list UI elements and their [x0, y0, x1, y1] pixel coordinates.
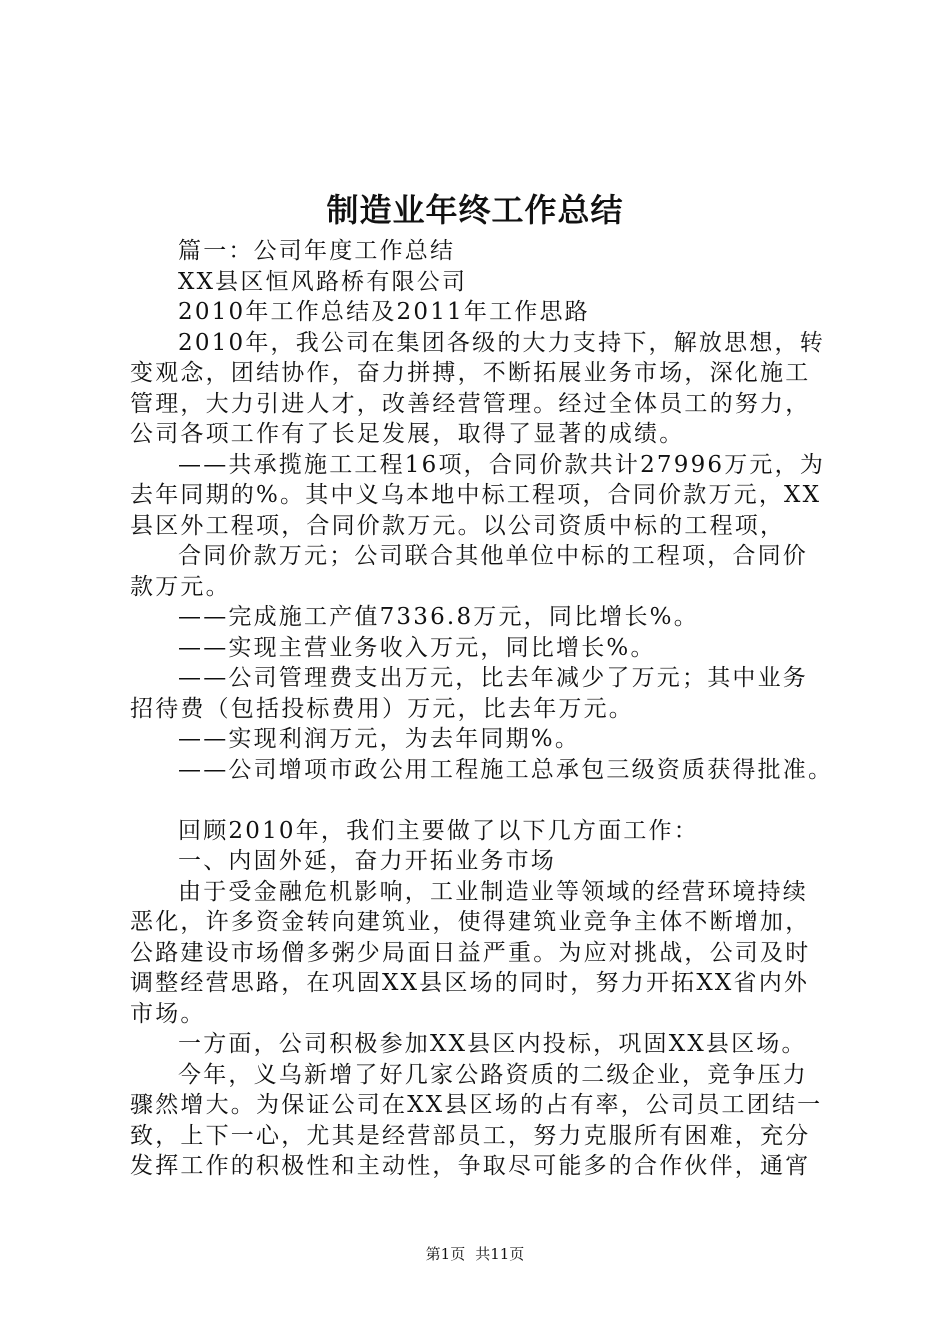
page-footer	[0, 1244, 950, 1264]
paragraph-line: 今年，义乌新增了好几家公路资质的二级企业，竞争压力	[178, 1061, 808, 1088]
paragraph-line: 致，上下一心，尤其是经营部员工，努力克服所有困难，充分	[130, 1122, 811, 1149]
paragraph-line: 公司各项工作有了长足发展，取得了显著的成绩。	[130, 421, 685, 447]
paragraph-line: 骤然增大。为保证公司在XX县区场的占有率，公司员工团结一	[130, 1092, 823, 1118]
paragraph-line: 调整经营思路，在巩固XX县区场的同时，努力开拓XX省内外	[130, 970, 810, 996]
paragraph-line: 一方面，公司积极参加XX县区内投标，巩固XX县区场。	[178, 1031, 807, 1057]
paragraph-line: 回顾2010年，我们主要做了以下几方面工作：	[178, 817, 699, 844]
paragraph-line: ——实现利润万元，为去年同期%。	[178, 726, 581, 752]
paragraph-line: 变观念，团结协作，奋力拼搏，不断拓展业务市场，深化施工	[130, 360, 811, 386]
report-subtitle: 2010年工作总结及2011年工作思路	[178, 299, 590, 325]
paragraph-line: 县区外工程项，合同价款万元。以公司资质中标的工程项，	[130, 512, 786, 539]
page-total: 共11页	[475, 1245, 525, 1263]
paragraph-line: 恶化，许多资金转向建筑业，使得建筑业竞争主体不断增加，	[130, 909, 811, 935]
paragraph-line: ——实现主营业务收入万元，同比增长%。	[178, 634, 656, 661]
paragraph-line: ——共承揽施工工程16项，合同价款共计27996万元，为	[178, 451, 826, 478]
paragraph-line: 去年同期的%。其中义乌本地中标工程项，合同价款万元，XX	[130, 482, 822, 508]
paragraph-line: 合同价款万元；公司联合其他单位中标的工程项，合同价	[178, 543, 808, 569]
paragraph-line: 市场。	[130, 1000, 206, 1027]
paragraph-line: ——公司管理费支出万元，比去年减少了万元；其中业务	[178, 665, 808, 691]
paragraph-gap	[130, 785, 830, 816]
paragraph-line: 由于受金融危机影响，工业制造业等领域的经营环境持续	[178, 878, 808, 905]
paragraph-line: 管理，大力引进人才，改善经营管理。经过全体员工的努力，	[130, 390, 811, 417]
section-heading: 篇一：公司年度工作总结	[178, 238, 456, 264]
paragraph-line: 招待费（包括投标费用）万元，比去年万元。	[130, 695, 634, 722]
document-title: 制造业年终工作总结	[326, 191, 624, 229]
paragraph-line: 款万元。	[130, 573, 231, 600]
section-heading: 一、内固外延，奋力开拓业务市场	[178, 848, 556, 874]
paragraph-line: ——完成施工产值7336.8万元，同比增长%。	[178, 604, 699, 630]
paragraph-line: 公路建设市场僧多粥少局面日益严重。为应对挑战，公司及时	[130, 939, 811, 966]
paragraph-line: 2010年，我公司在集团各级的大力支持下，解放思想，转	[178, 329, 825, 356]
document-body	[130, 236, 834, 1182]
paragraph-line: ——公司增项市政公用工程施工总承包三级资质获得批准。	[178, 756, 834, 783]
page-number: 第1页	[425, 1245, 466, 1263]
company-name: XX县区恒风路桥有限公司	[178, 268, 468, 295]
paragraph-line: 发挥工作的积极性和主动性，争取尽可能多的合作伙伴，通宵	[130, 1153, 811, 1179]
